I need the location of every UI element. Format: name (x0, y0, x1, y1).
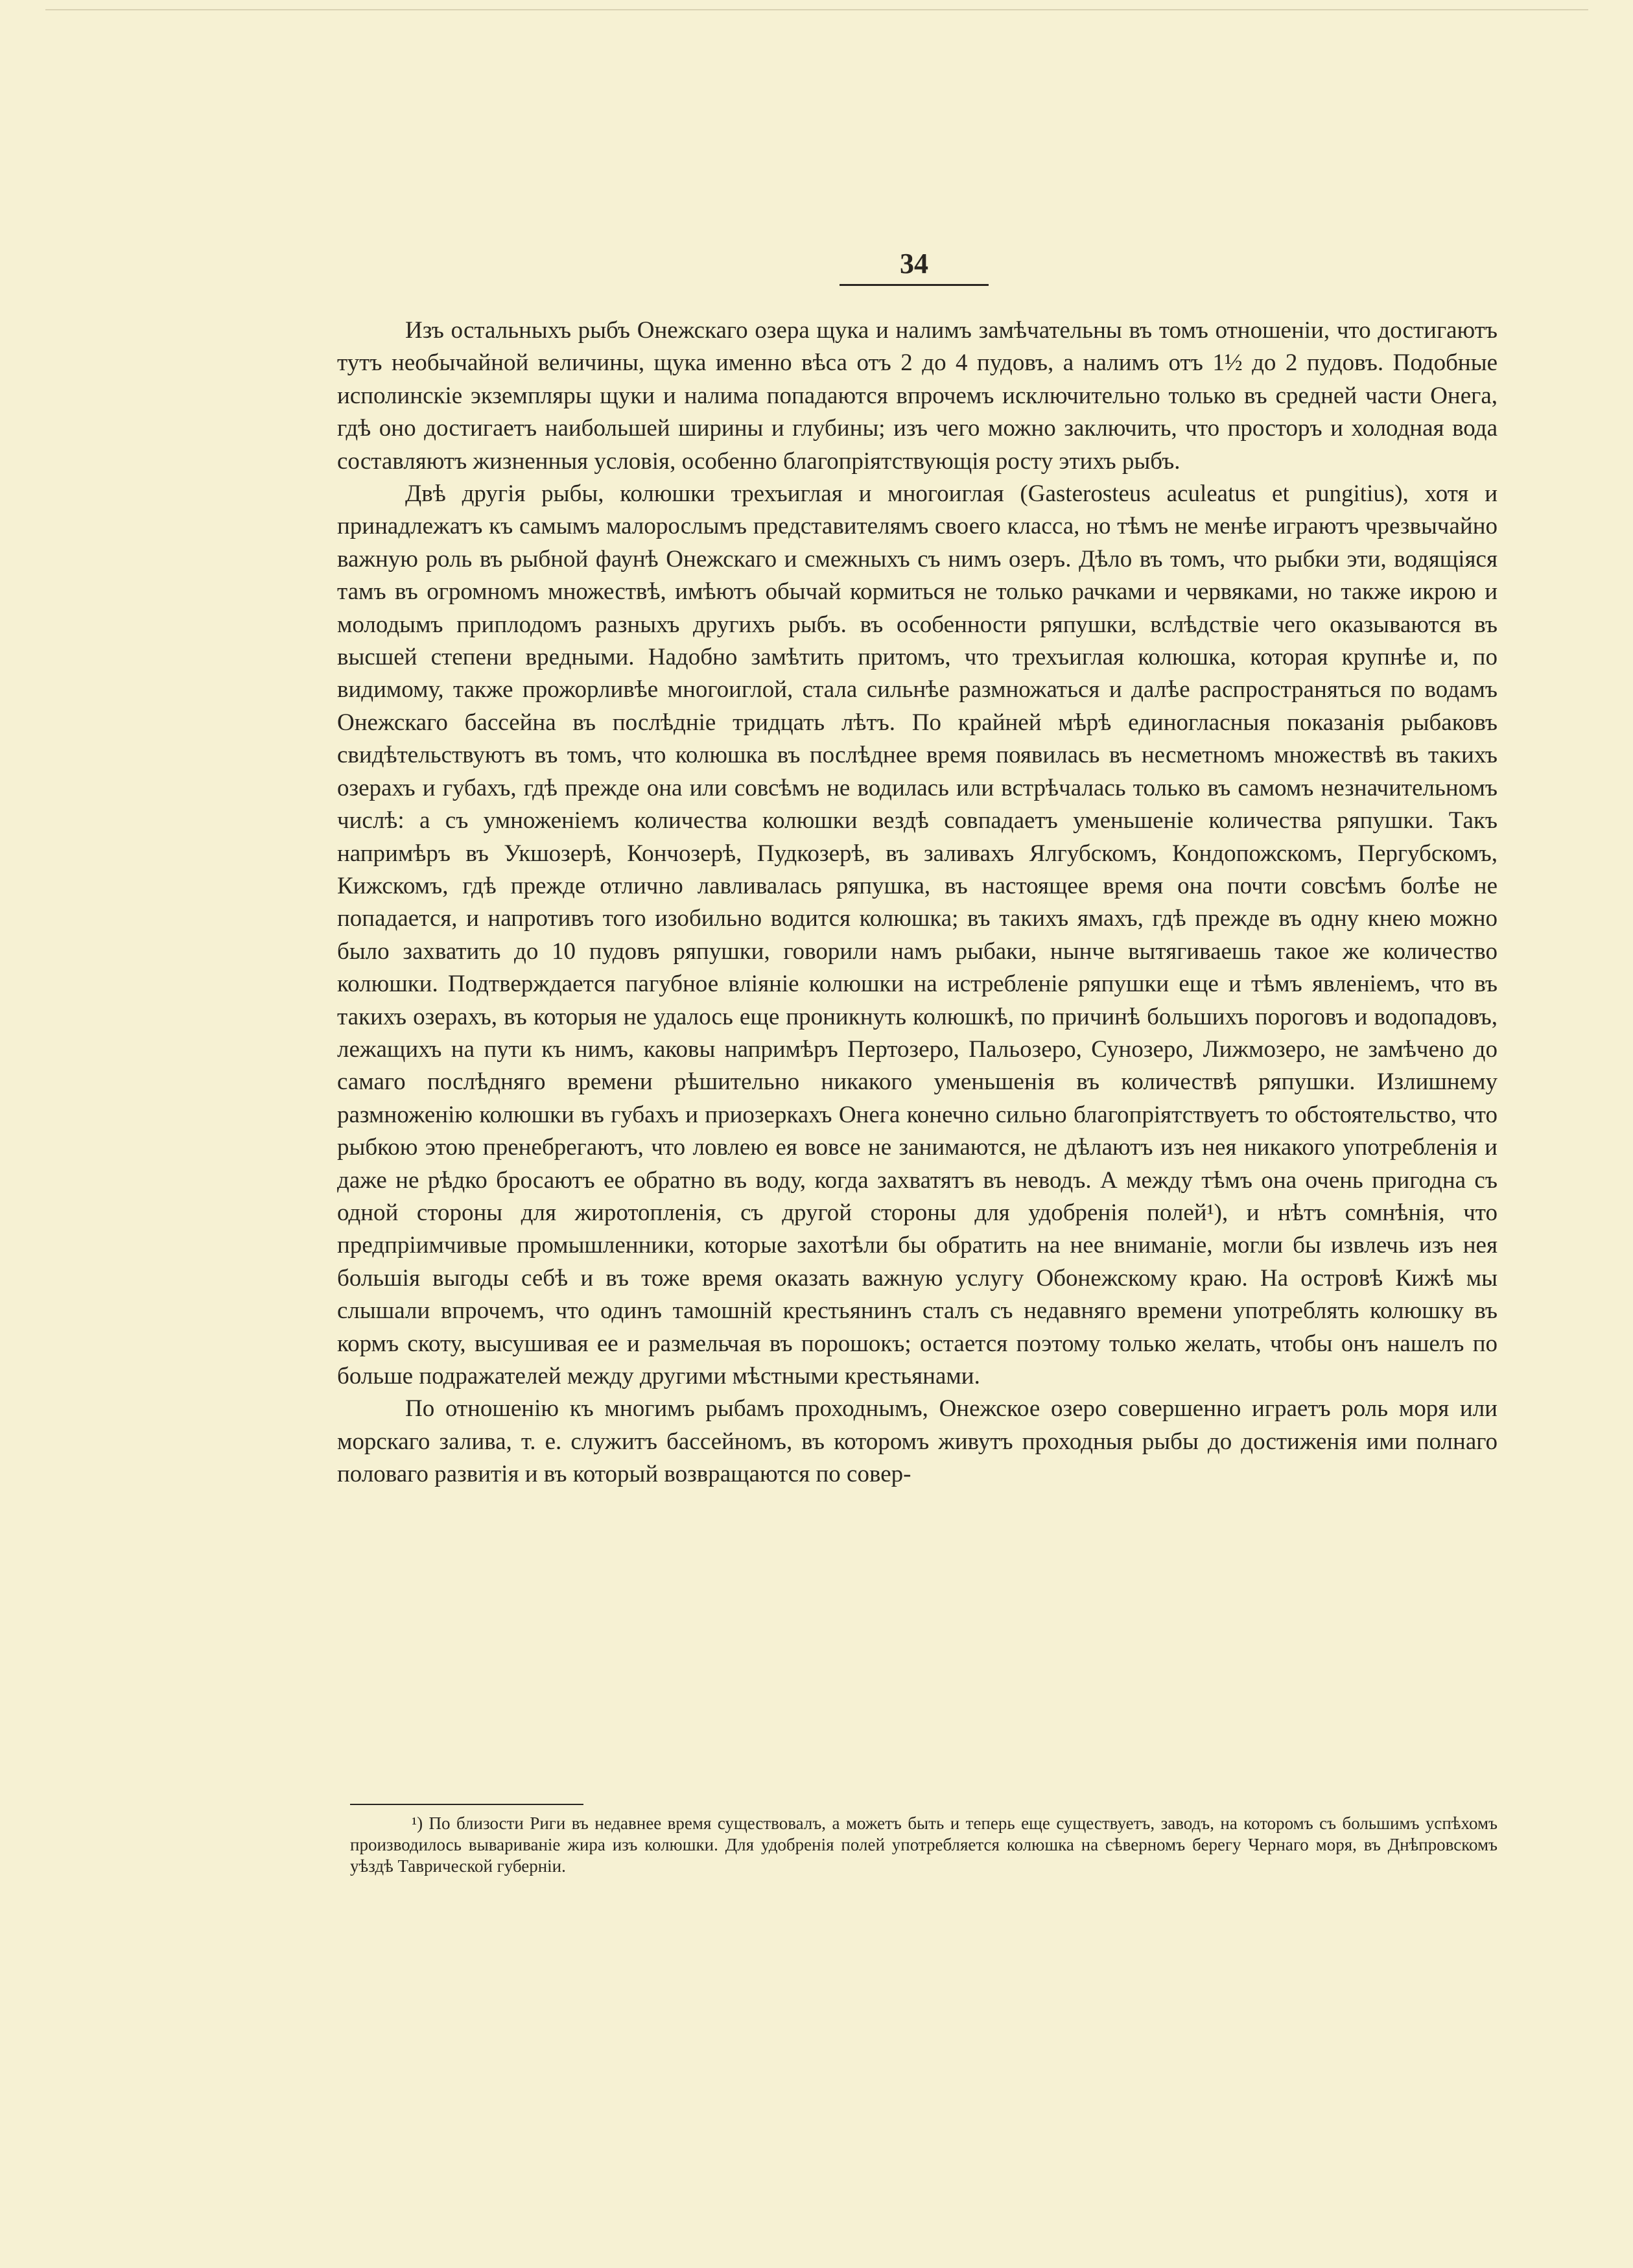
paragraph: Изъ остальныхъ рыбъ Онежскаго озера щука и налимъ замѣчательны въ томъ отношеніи, что достигаютъ тутъ необычайной величины, щука именно вѣса отъ 2 до 4 пудовъ, а налимъ отъ 1½ до 2 пудовъ. Подобные исполинскіе экземпляры щуки и налима попадаются впрочемъ исключительно только въ средней части Онега, гдѣ оно достигаетъ наибольшей ширины и глубины; изъ чего можно заключить, что просторъ и холодная вода составляютъ жизненныя условія, особенно благопріятствующія росту этихъ рыбъ. (337, 317, 1498, 475)
body-text (337, 314, 1498, 1491)
paragraph: По отношенію къ многимъ рыбамъ проходнымъ, Онежское озеро совершенно играетъ роль моря или морскаго залива, т. е. служитъ бассейномъ, въ которомъ живутъ проходныя рыбы до достиженія ими полнаго половаго развитія и въ который возвращаются по совер- (337, 1395, 1498, 1488)
scan-edge-line (45, 9, 1588, 10)
page-number-underline (840, 284, 989, 286)
footnote: ¹) По близости Риги въ недавнее время существовалъ, а можетъ быть и теперь еще существуетъ, заводъ, на которомъ съ большимъ успѣхомъ производилось вывариваніе жира изъ колюшки. Для удобренія полей употребляется колюшка на сѣверномъ берегу Чернаго моря, въ Днѣпровскомъ уѣздѣ Таврической губерніи. (350, 1813, 1498, 1876)
footnote-divider (350, 1804, 583, 1805)
paragraph: Двѣ другія рыбы, колюшки трехъиглая и многоиглая (Gasterosteus aculeatus et pungitius), хотя и принадлежатъ къ самымъ малорослымъ представителямъ своего класса, но тѣмъ не менѣе играютъ чрезвычайно важную роль въ рыбной фаунѣ Онежскаго и смежныхъ съ нимъ озеръ. Дѣло въ томъ, что рыбки эти, водящіяся тамъ въ огромномъ множествѣ, имѣютъ обычай кормиться не только рачками и червяками, но также икрою и молодымъ приплодомъ разныхъ другихъ рыбъ. въ особенности ряпушки, вслѣдствіе чего оказываются въ высшей степени вредными. Надобно замѣтить притомъ, что трехъиглая колюшка, которая крупнѣе и, по видимому, также прожорливѣе многоиглой, стала сильнѣе размножаться и далѣе распространяться по водамъ Онежскаго бассейна въ послѣдніе тридцать лѣтъ. По крайней мѣрѣ единогласныя показанія рыбаковъ свидѣтельствуютъ въ томъ, что колюшка въ послѣднее время появилась въ несметномъ множествѣ въ такихъ озерахъ и губахъ, гдѣ прежде она или совсѣмъ не водилась или встрѣчалась только въ самомъ незначительномъ числѣ: а съ умноженіемъ количества колюшки вездѣ совпадаетъ уменьшеніе количества ряпушки. Такъ напримѣръ въ Укшозерѣ, Кончозерѣ, Пудкозерѣ, въ заливахъ Ялгубскомъ, Кондопожскомъ, Пергубскомъ, Кижскомъ, гдѣ прежде отлично лавливалась ряпушка, въ настоящее время она почти совсѣмъ болѣе не попадается, и напротивъ того изобильно водится колюшка; въ такихъ ямахъ, гдѣ прежде въ одну кнею можно было захватить до 10 пудовъ ряпушки, говорили намъ рыбаки, нынче вытягиваешь такое же количество колюшки. Подтверждается пагубное вліяніе колюшки на истребленіе ряпушки еще и тѣмъ явленіемъ, что въ такихъ озерахъ, въ которыя не удалось еще проникнуть колюшкѣ, по причинѣ большихъ пороговъ и водопадовъ, лежащихъ на пути къ нимъ, каковы напримѣръ Пертозеро, Пальозеро, Сунозеро, Лижмозеро, не замѣчено до самаго послѣдняго времени рѣшительно никакого уменьшенія въ количествѣ ряпушки. Излишнему размноженію колюшки въ губахъ и приозеркахъ Онега конечно сильно благопріятствуетъ то обстоятельство, что рыбкою этою пренебрегаютъ, что ловлею ея вовсе не занимаются, не дѣлаютъ изъ нея никакого употребленія и даже не рѣдко бросаютъ ее обратно въ воду, когда захватятъ въ неводъ. А между тѣмъ она очень пригодна съ одной стороны для жиротопленія, съ другой стороны для удобренія полей¹), и нѣтъ сомнѣнія, что предпріимчивые промышленники, которые захотѣли бы обратить на нее вниманіе, могли бы извлечь изъ нея большія выгоды себѣ и въ тоже время оказать важную услугу Обонежскому краю. На островѣ Кижѣ мы слышали впрочемъ, что одинъ тамошній крестьянинъ сталъ съ недавняго времени употреблять колюшку въ кормъ скоту, высушивая ее и размельчая въ порошокъ; остается поэтому только желать, чтобы онъ нашелъ по больше подражателей между другими мѣстными крестьянами. (337, 480, 1498, 1389)
page-number: 34 (900, 248, 928, 279)
